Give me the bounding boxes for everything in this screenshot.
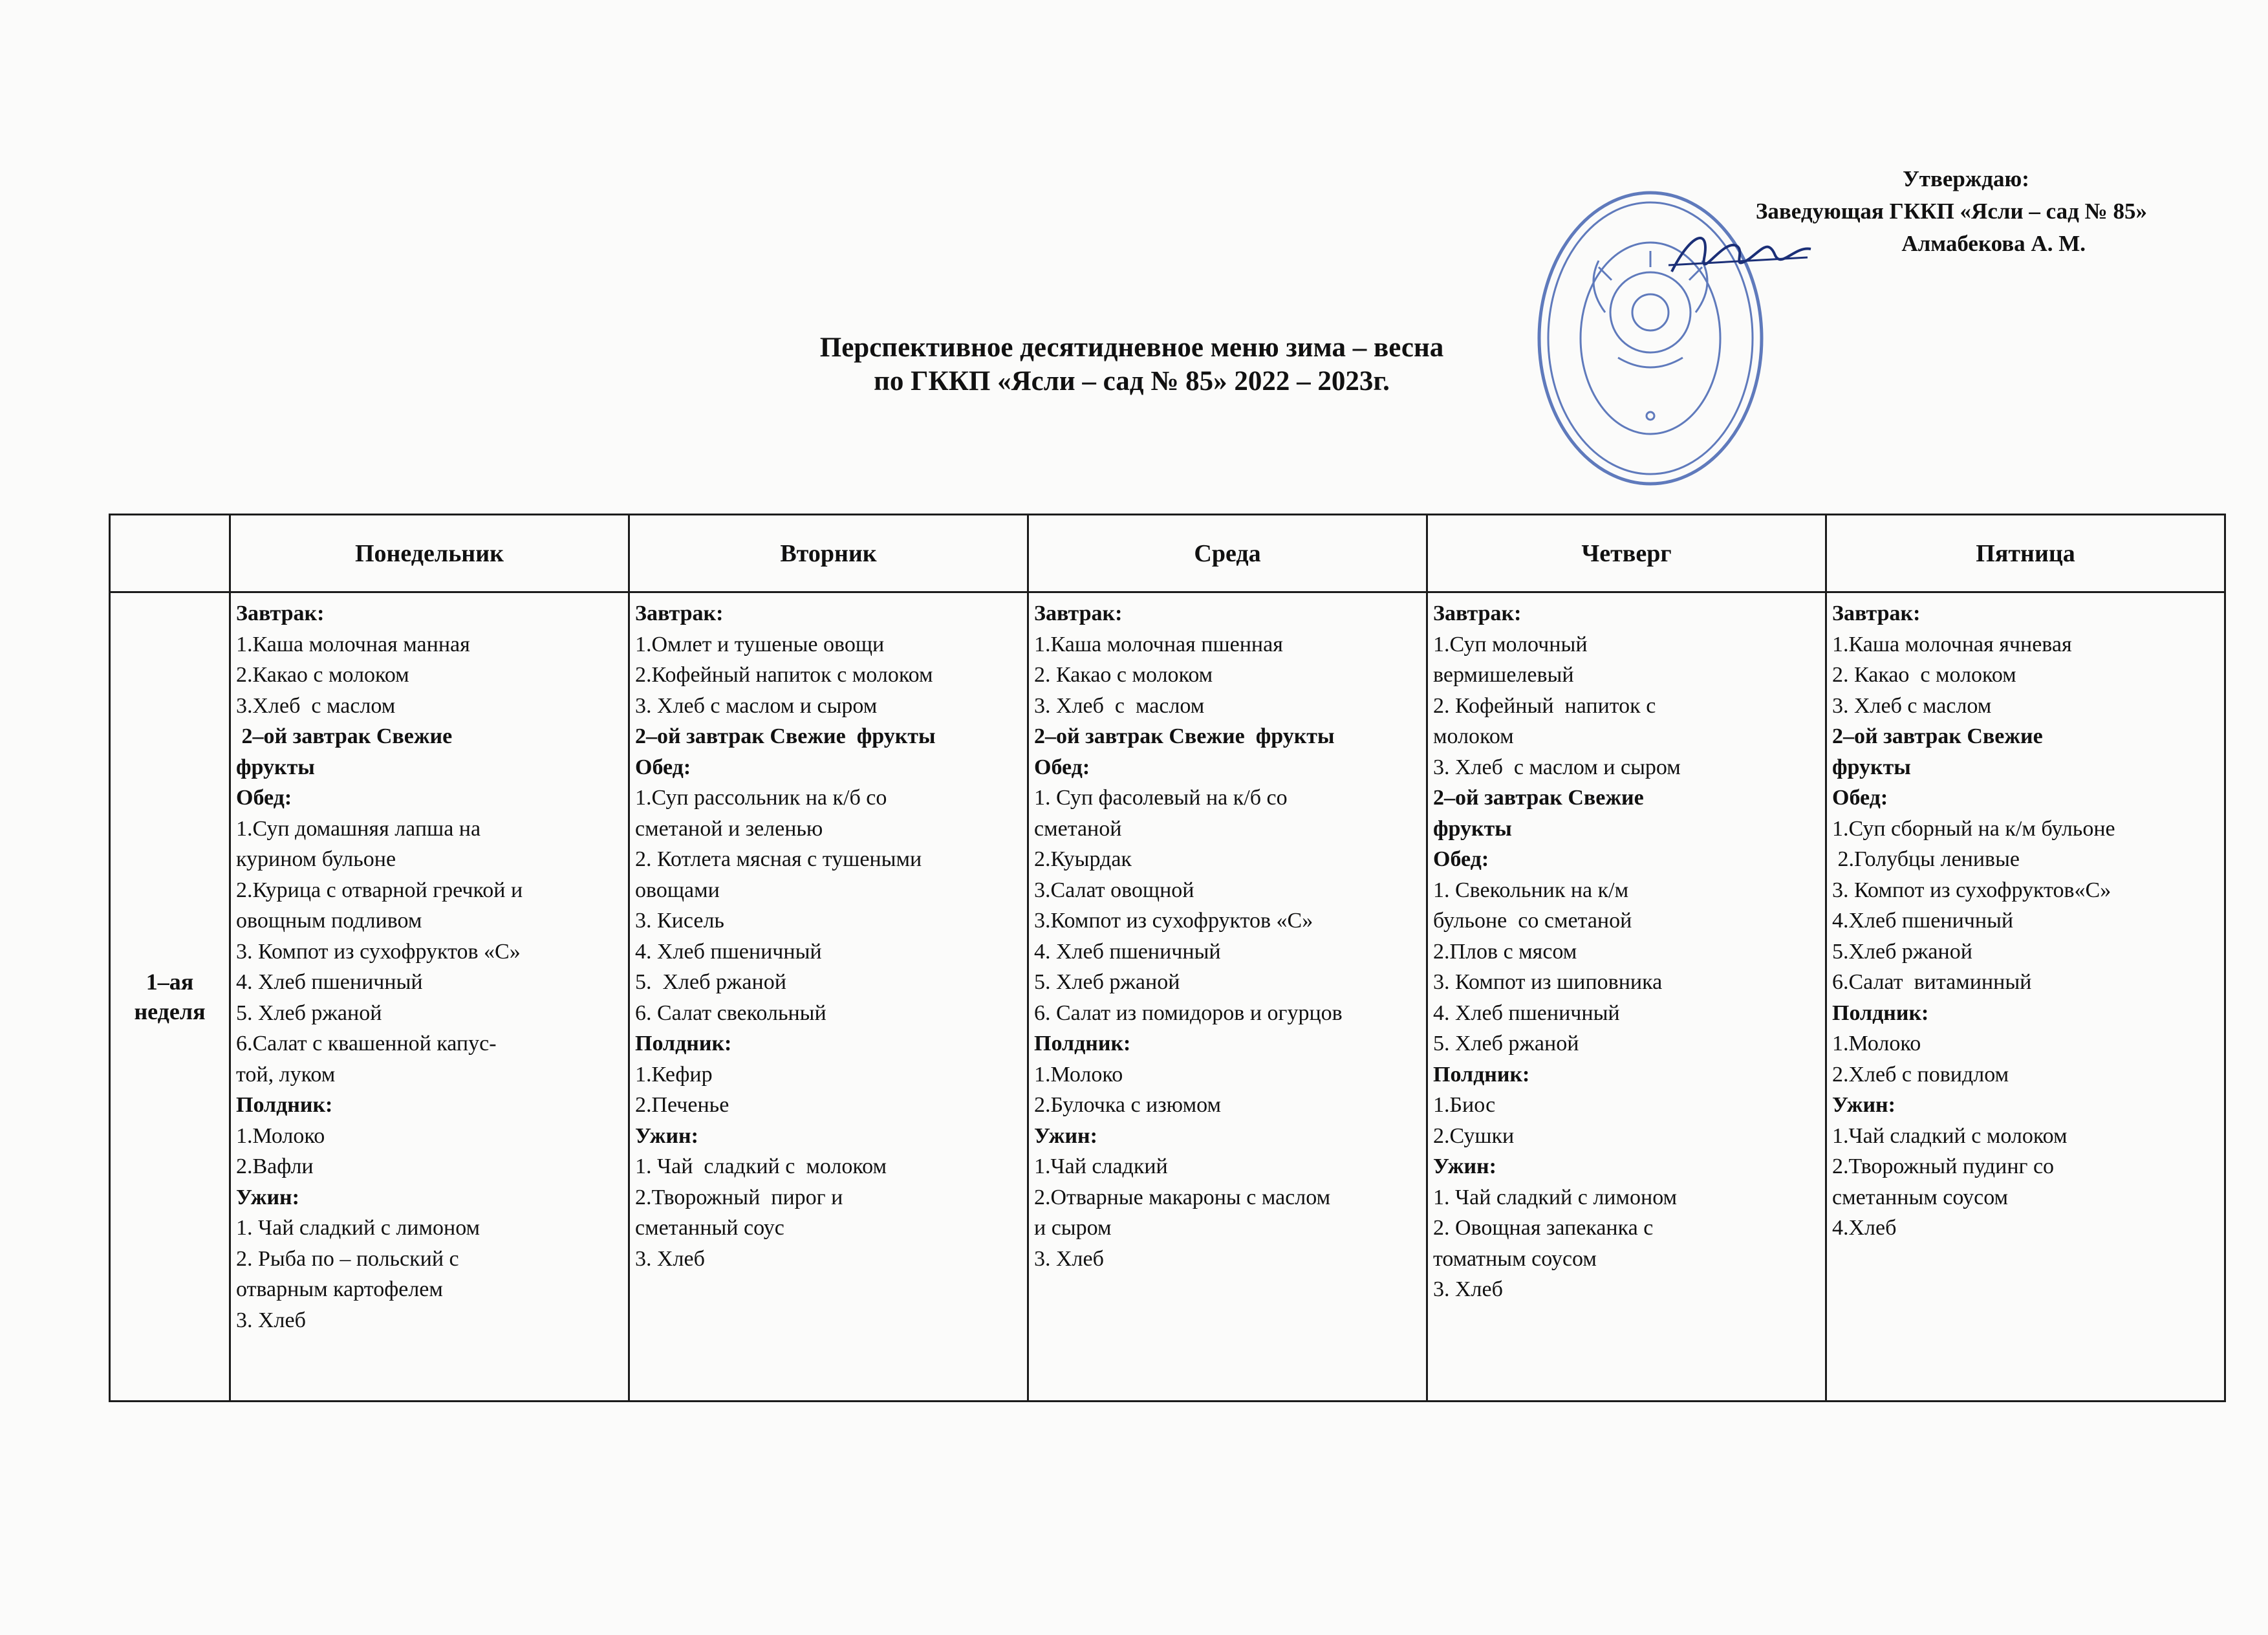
meal-heading: Полдник: — [1433, 1062, 1530, 1087]
meal-heading: Обед: — [236, 786, 292, 810]
meal-heading: Завтрак: — [635, 601, 724, 625]
menu-item: 1.Каша молочная манная — [236, 632, 470, 656]
menu-item: курином бульоне — [236, 847, 396, 871]
meal-heading: 2–ой завтрак Свежие — [236, 724, 453, 748]
menu-item: 3. Компот из сухофруктов«С» — [1832, 878, 2111, 902]
meal-heading: Обед: — [635, 755, 691, 779]
meal-heading: Ужин: — [635, 1123, 698, 1148]
menu-item: 2.Голубцы ленивые — [1832, 847, 2020, 871]
header-monday: Понедельник — [230, 515, 629, 592]
menu-item: сметаной и зеленью — [635, 816, 823, 841]
menu-item: 2.Отварные макароны с маслом — [1034, 1185, 1331, 1209]
menu-item: 6. Салат свекольный — [635, 1001, 826, 1025]
meal-heading: 2–ой завтрак Свежие — [1832, 724, 2043, 748]
menu-item: бульоне со сметаной — [1433, 909, 1632, 933]
meal-heading: фрукты — [1832, 755, 1911, 779]
menu-item: 2.Хлеб с повидлом — [1832, 1062, 2009, 1087]
menu-item: 2.Печенье — [635, 1093, 729, 1117]
header-empty — [110, 515, 230, 592]
title-line-2: по ГККП «Ясли – сад № 85» 2022 – 2023г. — [874, 366, 1390, 396]
meal-heading: 2–ой завтрак Свежие — [1433, 786, 1644, 810]
meal-heading: Обед: — [1433, 847, 1489, 871]
menu-item: 4. Хлеб пшеничный — [236, 970, 423, 994]
menu-item: 1.Суп молочный — [1433, 632, 1588, 656]
menu-item: молоком — [1433, 724, 1514, 748]
header-tuesday: Вторник — [629, 515, 1028, 592]
menu-item: 3.Салат овощной — [1034, 878, 1194, 902]
menu-item: 3. Хлеб с маслом — [1034, 693, 1205, 718]
menu-item: 1.Каша молочная ячневая — [1832, 632, 2072, 656]
menu-item: 1.Суп сборный на к/м бульоне — [1832, 816, 2115, 841]
menu-item: 1. Суп фасолевый на к/б со — [1034, 786, 1288, 810]
menu-item: 3. Хлеб с маслом и сыром — [635, 693, 878, 718]
meal-heading: Обед: — [1034, 755, 1090, 779]
approval-name: Алмабекова А. М. — [1901, 231, 2086, 256]
meal-heading: Полдник: — [236, 1093, 333, 1117]
menu-item: 1.Кефир — [635, 1062, 713, 1087]
menu-item: отварным картофелем — [236, 1277, 443, 1301]
menu-item: 1.Молоко — [1034, 1062, 1123, 1087]
document-title — [582, 331, 1681, 398]
header-wednesday: Среда — [1028, 515, 1427, 592]
week-label-line-1: 1–ая — [146, 969, 194, 995]
menu-item: 3.Компот из сухофруктов «С» — [1034, 909, 1313, 933]
approval-block — [1539, 163, 2147, 260]
menu-item: 3. Компот из шиповника — [1433, 970, 1663, 994]
menu-item: 3. Хлеб — [1433, 1277, 1503, 1301]
title-line-1: Перспективное десятидневное меню зима – весна — [819, 332, 1444, 363]
menu-item: 1.Каша молочная пшенная — [1034, 632, 1283, 656]
meal-heading: 2–ой завтрак Свежие фрукты — [635, 724, 936, 748]
menu-item: 2. Котлета мясная с тушеными — [635, 847, 922, 871]
meal-heading: Ужин: — [236, 1185, 299, 1209]
menu-item: овощным подливом — [236, 909, 422, 933]
menu-item: 1. Чай сладкий с лимоном — [236, 1216, 481, 1240]
menu-item: 4.Хлеб пшеничный — [1832, 909, 2014, 933]
menu-item: 3. Хлеб — [635, 1246, 705, 1271]
menu-item: 6.Салат с квашенной капус- — [236, 1032, 497, 1056]
day-cell-thursday — [1427, 592, 1826, 1402]
menu-item: 4.Хлеб — [1832, 1216, 1897, 1240]
menu-item: 1.Чай сладкий с молоком — [1832, 1123, 2068, 1148]
meal-heading: Завтрак: — [1433, 601, 1522, 625]
meal-heading: 2–ой завтрак Свежие фрукты — [1034, 724, 1335, 748]
meal-heading: Ужин: — [1832, 1093, 1895, 1117]
menu-item: овощами — [635, 878, 720, 902]
meal-heading: Завтрак: — [236, 601, 325, 625]
meal-heading: Обед: — [1832, 786, 1888, 810]
meal-heading: Полдник: — [1034, 1032, 1131, 1056]
meal-heading: фрукты — [236, 755, 315, 779]
meal-heading: Ужин: — [1034, 1123, 1097, 1148]
menu-item: 2. Кофейный напиток с — [1433, 693, 1656, 718]
menu-item: 3. Хлеб — [236, 1308, 306, 1332]
menu-item: 2. Овощная запеканка с — [1433, 1216, 1654, 1240]
menu-item: 2.Какао с молоком — [236, 663, 409, 687]
menu-item: 1.Биос — [1433, 1093, 1496, 1117]
menu-item: 6.Салат витаминный — [1832, 970, 2032, 994]
menu-item: 2.Булочка с изюмом — [1034, 1093, 1222, 1117]
menu-item: 1.Чай сладкий — [1034, 1154, 1168, 1178]
menu-item: 3. Компот из сухофруктов «С» — [236, 939, 521, 964]
meal-heading: Завтрак: — [1034, 601, 1123, 625]
menu-item: 1.Суп рассольник на к/б со — [635, 786, 887, 810]
menu-item: сметаной — [1034, 816, 1122, 841]
menu-item: 1.Молоко — [236, 1123, 325, 1148]
menu-item: сметанным соусом — [1832, 1185, 2009, 1209]
meal-heading: Полдник: — [635, 1032, 732, 1056]
menu-item: 3. Хлеб с маслом — [1832, 693, 1992, 718]
menu-item: 5. Хлеб ржаной — [1433, 1032, 1579, 1056]
menu-item: 3. Кисель — [635, 909, 724, 933]
menu-item: 1.Молоко — [1832, 1032, 1921, 1056]
menu-item: 5. Хлеб ржаной — [635, 970, 786, 994]
day-cell-wednesday — [1028, 592, 1427, 1402]
meal-heading: Завтрак: — [1832, 601, 1921, 625]
approval-position: Заведующая ГККП «Ясли – сад № 85» — [1755, 199, 2147, 224]
menu-item: 3. Хлеб — [1034, 1246, 1104, 1271]
menu-item: 4. Хлеб пшеничный — [635, 939, 822, 964]
menu-item: той, луком — [236, 1062, 336, 1087]
menu-item: 3.Хлеб с маслом — [236, 693, 396, 718]
menu-item: 4. Хлеб пшеничный — [1433, 1001, 1620, 1025]
menu-item: 2.Плов с мясом — [1433, 939, 1577, 964]
day-cell-monday — [230, 592, 629, 1402]
menu-item: 2. Какао с молоком — [1832, 663, 2016, 687]
menu-item: сметанный соус — [635, 1216, 784, 1240]
approval-heading: Утверждаю: — [1903, 166, 2029, 191]
day-cell-friday — [1826, 592, 2225, 1402]
menu-item: 6. Салат из помидоров и огурцов — [1034, 1001, 1343, 1025]
meal-heading: Полдник: — [1832, 1001, 1929, 1025]
menu-item: 1.Суп домашняя лапша на — [236, 816, 481, 841]
header-friday: Пятница — [1826, 515, 2225, 592]
menu-item: 1. Чай сладкий с молоком — [635, 1154, 887, 1178]
week-row — [110, 592, 2225, 1402]
menu-item: 4. Хлеб пшеничный — [1034, 939, 1221, 964]
menu-item: 3. Хлеб с маслом и сыром — [1433, 755, 1681, 779]
menu-item: 2. Какао с молоком — [1034, 663, 1213, 687]
week-label-line-2: неделя — [134, 999, 206, 1024]
menu-item: вермишелевый — [1433, 663, 1574, 687]
header-row — [110, 515, 2225, 592]
menu-item: 5. Хлеб ржаной — [1034, 970, 1180, 994]
menu-item: 2.Кофейный напиток с молоком — [635, 663, 933, 687]
menu-item: 1. Свекольник на к/м — [1433, 878, 1629, 902]
menu-item: 1. Чай сладкий с лимоном — [1433, 1185, 1678, 1209]
menu-item: 2.Куырдак — [1034, 847, 1132, 871]
menu-item: 2.Курица с отварной гречкой и — [236, 878, 523, 902]
week-label — [110, 592, 230, 1402]
menu-item: 5.Хлеб ржаной — [1832, 939, 1972, 964]
menu-table — [109, 514, 2226, 1402]
menu-item: 1.Омлет и тушеные овощи — [635, 632, 885, 656]
day-cell-tuesday — [629, 592, 1028, 1402]
meal-heading: фрукты — [1433, 816, 1512, 841]
menu-item: и сыром — [1034, 1216, 1112, 1240]
menu-item: 2.Творожный пудинг со — [1832, 1154, 2055, 1178]
menu-item: 2.Вафли — [236, 1154, 314, 1178]
meal-heading: Ужин: — [1433, 1154, 1496, 1178]
menu-item: 2.Творожный пирог и — [635, 1185, 843, 1209]
menu-item: 2.Сушки — [1433, 1123, 1515, 1148]
menu-item: 5. Хлеб ржаной — [236, 1001, 382, 1025]
header-thursday: Четверг — [1427, 515, 1826, 592]
menu-item: 2. Рыба по – польский с — [236, 1246, 459, 1271]
menu-item: томатным соусом — [1433, 1246, 1597, 1271]
